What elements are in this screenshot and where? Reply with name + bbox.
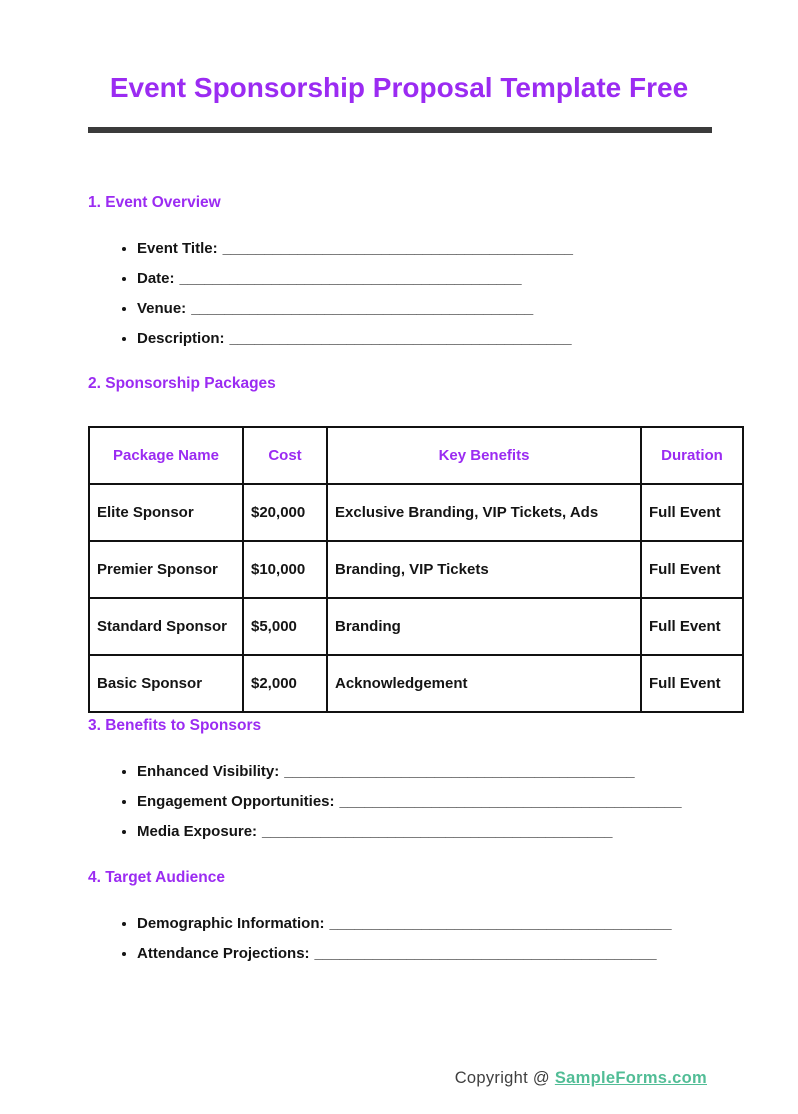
cell-package-name: Basic Sponsor — [89, 655, 243, 712]
bullet-label: Attendance Projections: — [137, 945, 310, 962]
bullet-label: Venue: — [137, 300, 187, 317]
column-header-package-name: Package Name — [89, 427, 243, 484]
fill-in-blank: __________________________________________ — [222, 240, 573, 257]
cell-package-name: Standard Sponsor — [89, 598, 243, 655]
cell-key-benefits: Branding, VIP Tickets — [327, 541, 641, 598]
list-item-date — [137, 271, 710, 287]
cell-duration: Full Event — [641, 598, 743, 655]
column-header-cost: Cost — [243, 427, 327, 484]
cell-cost: $20,000 — [243, 484, 327, 541]
event-overview-list — [88, 241, 710, 347]
fill-in-blank: _________________________________________ — [314, 945, 657, 962]
bullet-label: Engagement Opportunities: — [137, 793, 335, 810]
list-item-engagement-opportunities — [137, 794, 710, 810]
section-heading-sponsorship-packages: 2. Sponsorship Packages — [88, 375, 276, 392]
bullet-label: Demographic Information: — [137, 915, 325, 932]
table-row-elite — [89, 484, 743, 541]
cell-cost: $2,000 — [243, 655, 327, 712]
section-heading-target-audience: 4. Target Audience — [88, 869, 225, 886]
bullet-label: Media Exposure: — [137, 823, 258, 840]
fill-in-blank: __________________________________________ — [284, 763, 635, 780]
list-item-attendance-projections — [137, 946, 710, 962]
list-item-demographic-information — [137, 916, 710, 932]
cell-package-name: Premier Sponsor — [89, 541, 243, 598]
fill-in-blank: __________________________________________ — [262, 823, 613, 840]
cell-key-benefits: Branding — [327, 598, 641, 655]
table-row-premier — [89, 541, 743, 598]
list-item-event-title — [137, 241, 710, 257]
cell-key-benefits: Exclusive Branding, VIP Tickets, Ads — [327, 484, 641, 541]
cell-key-benefits: Acknowledgement — [327, 655, 641, 712]
section-heading-event-overview: 1. Event Overview — [88, 194, 221, 211]
cell-package-name: Elite Sponsor — [89, 484, 243, 541]
bullet-label: Enhanced Visibility: — [137, 763, 280, 780]
title-divider — [88, 127, 712, 133]
fill-in-blank: _________________________________________ — [191, 300, 534, 317]
column-header-duration: Duration — [641, 427, 743, 484]
benefits-list — [88, 764, 710, 840]
bullet-label: Date: — [137, 270, 175, 287]
bullet-label: Event Title: — [137, 240, 218, 257]
page-title: Event Sponsorship Proposal Template Free — [109, 72, 689, 103]
table-row-basic — [89, 655, 743, 712]
target-audience-list — [88, 916, 710, 962]
cell-duration: Full Event — [641, 541, 743, 598]
cell-cost: $10,000 — [243, 541, 327, 598]
list-item-enhanced-visibility — [137, 764, 710, 780]
bullet-label: Description: — [137, 330, 225, 347]
copyright-text: Copyright @ — [454, 1069, 550, 1087]
brand-link[interactable]: SampleForms.com — [554, 1069, 707, 1087]
list-item-media-exposure — [137, 824, 710, 840]
cell-duration: Full Event — [641, 484, 743, 541]
table-header-row — [89, 427, 743, 484]
fill-in-blank: _________________________________________ — [339, 793, 682, 810]
list-item-venue — [137, 301, 710, 317]
list-item-description — [137, 331, 710, 347]
fill-in-blank: _________________________________________ — [329, 915, 672, 932]
packages-table — [88, 426, 744, 713]
cell-cost: $5,000 — [243, 598, 327, 655]
fill-in-blank: _________________________________________ — [229, 330, 572, 347]
cell-duration: Full Event — [641, 655, 743, 712]
column-header-key-benefits: Key Benefits — [327, 427, 641, 484]
section-heading-benefits-to-sponsors: 3. Benefits to Sponsors — [88, 717, 262, 734]
table-row-standard — [89, 598, 743, 655]
footer — [455, 1069, 707, 1088]
document-page — [0, 72, 798, 962]
fill-in-blank: _________________________________________ — [179, 270, 522, 287]
